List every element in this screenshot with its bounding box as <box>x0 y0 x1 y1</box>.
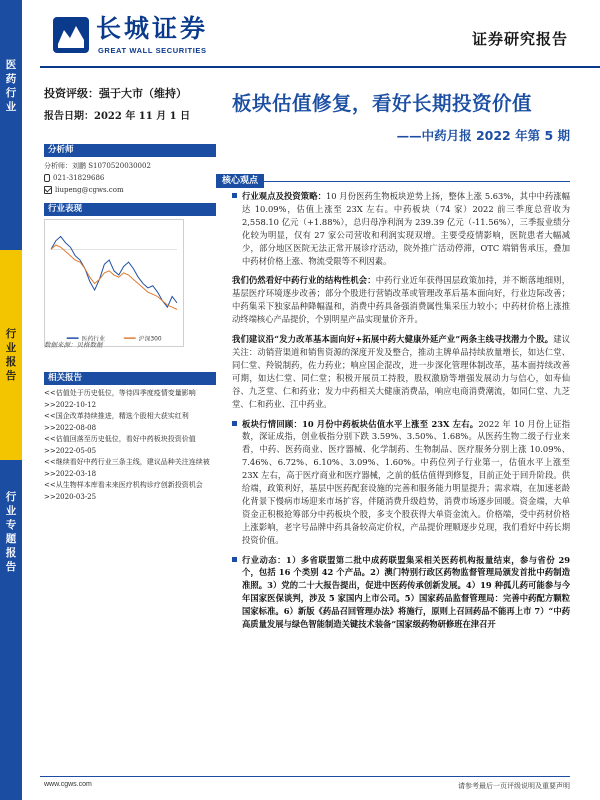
analyst-name <box>44 160 216 172</box>
report-type-label: 证券研究报告 <box>471 30 568 48</box>
investment-rating: 投资评级：强于大市（维持） <box>44 87 187 100</box>
side-tab-industry <box>0 0 22 250</box>
related-report-item[interactable]: <<从生物样本库看未来医疗机构诊疗创新投资机会>>2020-03-25 <box>44 481 203 501</box>
related-report-item[interactable]: <<继续看好中药行业三条主线，建议品种关注连续被>>2022-03-18 <box>44 458 210 478</box>
great-wall-logo-icon <box>52 16 90 54</box>
paragraph-industry-news <box>232 554 570 631</box>
chart-series-line-1 <box>51 245 177 309</box>
paragraph-lead: 行业动态： <box>242 554 286 565</box>
related-report-item[interactable]: <<国企改革持续推进，精选个股相大获实红利>>2022-08-08 <box>44 412 189 432</box>
analyst-phone-text: 021-31829686 <box>53 174 105 182</box>
analyst-heading: 分析师 <box>44 144 216 157</box>
side-tab-report-type <box>0 250 22 460</box>
related-heading: 相关报告 <box>44 372 216 385</box>
chart-legend-label: 医药行业 <box>81 336 106 343</box>
report-date: 报告日期：2022 年 11 月 1 日 <box>44 111 191 122</box>
related-report-item[interactable]: <<估值处于历史低位，等待四季度疫情变量影响>>2022-10-12 <box>44 389 196 409</box>
page-header <box>0 0 600 70</box>
side-tab-label: 行业专题报告 <box>5 491 17 573</box>
chart-source: 数据来源：贝格数据 <box>44 341 103 349</box>
related-report-item[interactable]: <<估值回落至历史低位，看好中药板块投资价值>>2022-05-05 <box>44 435 196 455</box>
industry-trend-chart <box>44 219 184 347</box>
core-views-body <box>232 190 570 631</box>
paragraph-market-review <box>232 418 570 547</box>
phone-icon <box>44 174 50 182</box>
paragraph-lead: 板块行情回顾： <box>242 418 303 429</box>
analyst-email <box>44 184 216 196</box>
footer-disclaimer: 请参考最后一页评级说明及重要声明 <box>458 782 570 790</box>
logo-chinese-name: 长城证券 <box>96 14 209 43</box>
paragraph-opportunity <box>232 274 570 326</box>
related-reports-list <box>44 388 216 503</box>
side-tab-report-subtype <box>0 460 22 800</box>
report-title: 板块估值修复，看好长期投资价值 <box>232 92 533 115</box>
side-tab-label: 医药行业 <box>5 59 17 113</box>
report-meta <box>44 86 216 124</box>
company-logo <box>52 14 252 62</box>
core-views-heading-bar <box>216 168 570 186</box>
paragraph-text: 1）多省联盟第二批中成药联盟集采相关医药机构报量结束，参与省份 29 个，包括 16 个类别 42 个产品。2）澳门特别行政区药物监督管理局颁发首批中药制造准照。3）党的二十大报告提出，促进中医药传承创新发展。4）19 种孤儿药可能参与今年国家医保谈判，涉及 5 家国内上市公司。5）国家药品监督管理局：完善中药配方颗粒国家标准。6）新版《药品召回管理办法》将施行，原则上召回药品不能再上市 7）“中药高质量发展与绿色智能制造关键技术装备”国家级药物研修班在津召开 <box>242 554 570 630</box>
logo-english-name: GREAT WALL SECURITIES <box>98 46 207 55</box>
paragraph-lead: 我们建议沿“发力改革基本面向好+拓展中药大健康外延产业”两条主线寻找潜力个股。 <box>232 334 554 345</box>
header-divider <box>40 66 600 68</box>
paragraph-text: 10 月份医药生物板块逆势上扬，整体上涨 5.63%，其中中药涨幅达 10.09%，估值上涨至 23X 左右。中药板块（74 家）2022 前三季度总营收为 2,558.10 亿元（+1.88%），总归母净利润为 239.39 亿元（-11.56%），三季报业绩分化较为明显，仅有 27 家公司营收和利润实现双增。主要受疫情影响，医院患者大幅减少，部分地区医院无法正常开展诊疗活动，院外推广活动停滞，OTC 端销售承压，叠加中药材价格上涨、物流受限等不利因素。 <box>242 191 570 266</box>
paragraph-text: 2022 年 10 月份上证指数，深证成指，创业板指分别下跌 3.59%、3.50%、1.68%。从医药生物二级子行业来看，中药、医药商业、医疗器械、化学制药、生物制品、医疗服务分别上涨 10.09%、7.46%、6.72%、6.10%、3.09%、1.60%。中药位列子行业第一，估值水平上涨至 23X 左右，高于医疗商业和医疗器械，之前的低估值得到修复，目前正处于回升阶段。供给端，政策利好，基层中医药配套设施的完善和服务能力明显提升；需求端，在加速老龄化背景下慢病市场迎来市场扩容，伴随消费升级趋势，消费市场逐步回暖。资金端，大单资金正积极抢筹部分中药板块个股，多支个股获得大单资金流入。价格端，受中药材价格上涨影响，老字号品牌中药具备较高定价权，产品提价理顺逐步兑现，我们看好中药长期投资价值。 <box>242 418 570 545</box>
paragraph-text: 中药行业近年获得国层政策加持，并不断落地细则，基层医疗环境逐步改善；部分个股进行营销改革或管理改革后基本面向好，行业边际改善；中药集采下独家品种降幅温和，消费中药具备强消费属性集采压力较小；中药材价格上涨推动终端核心产品提价，个别明星产品实现量价齐升。 <box>232 275 570 325</box>
paragraph-text: 建议关注：动销营渠道和销售资源的深度开发及整合，推动主牌单品持续放量增长，如达仁堂、同仁堂、羚锐制药，佐力药业；响应国企混改，进一步深化管理体制改革，基本面持续改善可期，如达仁堂、同仁堂；积极开展员工持股，股权激励等增强发展动力与信心，如寿仙谷、九芝堂、仁和药业；发力中药相关大健康消费品，响应电商消费潮流，如同仁堂、九芝堂、仁和药业、江中药业。 <box>232 334 570 409</box>
footer-website[interactable]: www.cgws.com <box>44 781 92 788</box>
report-subtitle: ——中药月报 2022 年第 5 期 <box>396 128 570 143</box>
paragraph-strategy <box>232 190 570 267</box>
analyst-email-text[interactable]: liupeng@cgws.com <box>55 186 124 194</box>
industry-trend-section <box>44 203 216 347</box>
chart-legend-label: 沪深300 <box>138 336 162 343</box>
email-icon <box>44 186 52 194</box>
analyst-name-text: 分析师：刘鹏 S1070520030002 <box>44 162 151 170</box>
analyst-section <box>44 144 216 196</box>
core-views-heading: 核心观点 <box>216 174 264 188</box>
paragraph-recommendation <box>232 333 570 410</box>
related-reports-section <box>44 372 216 503</box>
analyst-phone <box>44 172 216 184</box>
paragraph-lead-detail: 10 月份中药板块估值水平上涨至 23X 左右。 <box>302 418 479 429</box>
paragraph-lead: 我们仍然看好中药行业的结构性机会： <box>232 275 376 286</box>
footer-divider <box>40 776 570 777</box>
trend-heading: 行业表现 <box>44 203 216 216</box>
paragraph-lead: 行业观点及投资策略： <box>242 191 326 201</box>
side-tab-label: 行业报告 <box>5 328 17 382</box>
